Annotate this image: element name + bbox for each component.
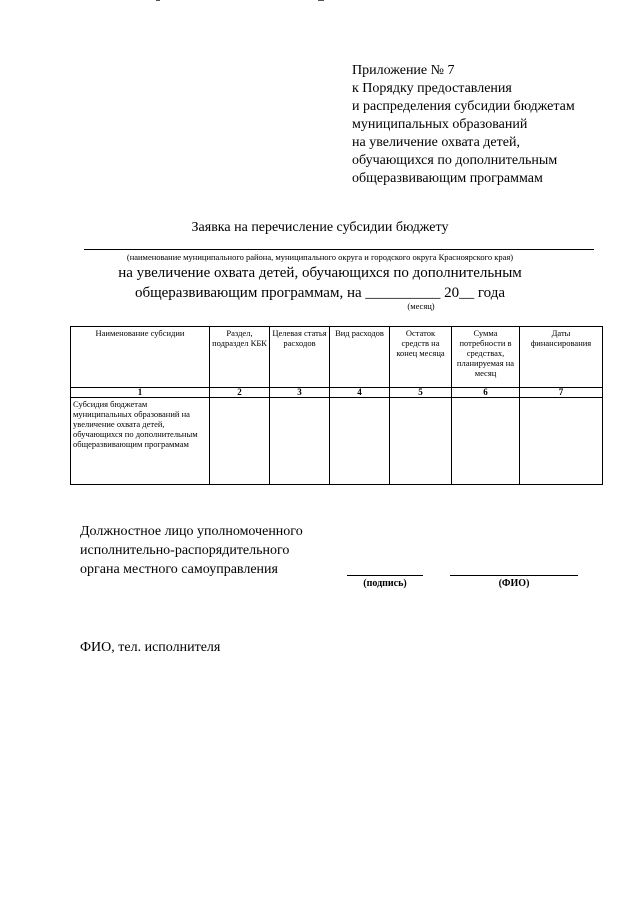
name-line bbox=[450, 575, 578, 576]
appendix-line: обучающихся по дополнительным bbox=[352, 153, 558, 168]
column-header: Сумма потребности в средствах, планируемая на месяц bbox=[452, 327, 520, 388]
appendix-line: к Порядку предоставления bbox=[352, 81, 512, 96]
column-number: 6 bbox=[452, 388, 520, 398]
official-line: исполнительно-распорядительного bbox=[80, 543, 290, 558]
signature-caption: (подпись) bbox=[363, 578, 407, 589]
appendix-line: общеразвивающим программам bbox=[352, 171, 543, 186]
table-cell bbox=[390, 398, 452, 485]
scan-mark bbox=[318, 0, 324, 3]
recipient-blank-line bbox=[84, 249, 594, 250]
executor-label: ФИО, тел. исполнителя bbox=[80, 640, 221, 655]
table-cell bbox=[452, 398, 520, 485]
column-number: 5 bbox=[390, 388, 452, 398]
appendix-line: Приложение № 7 bbox=[352, 63, 455, 78]
recipient-caption: (наименование муниципального района, муниципального округа и городского округа Красноярского края) bbox=[126, 252, 514, 262]
column-number: 7 bbox=[520, 388, 603, 398]
name-caption: (ФИО) bbox=[498, 578, 530, 589]
table-cell bbox=[520, 398, 603, 485]
column-number: 1 bbox=[71, 388, 210, 398]
table-cell bbox=[330, 398, 390, 485]
appendix-line: на увеличение охвата детей, bbox=[352, 135, 520, 150]
appendix-line: и распределения субсидии бюджетам bbox=[352, 99, 575, 114]
table-cell bbox=[270, 398, 330, 485]
official-signer bbox=[80, 522, 303, 579]
official-line: органа местного самоуправления bbox=[80, 562, 278, 577]
column-header: Целевая статья расходов bbox=[270, 327, 330, 388]
month-caption: (месяц) bbox=[407, 301, 435, 311]
column-number-row bbox=[71, 388, 603, 398]
column-header: Остаток средств на конец месяца bbox=[390, 327, 452, 388]
subsidy-name-cell: Субсидия бюджетам муниципальных образований на увеличение охвата детей, обучающихся по дополнительным общеразвивающим программам bbox=[71, 398, 210, 485]
purpose-line: на увеличение охвата детей, обучающихся по дополнительным bbox=[118, 265, 522, 281]
signature-line bbox=[347, 575, 423, 576]
appendix-heading bbox=[352, 62, 632, 188]
subsidy-table bbox=[70, 326, 603, 485]
column-header: Раздел, подраздел КБК bbox=[210, 327, 270, 388]
column-header: Даты финансирования bbox=[520, 327, 603, 388]
column-header: Вид расходов bbox=[330, 327, 390, 388]
table-header-row bbox=[71, 327, 603, 388]
table-row bbox=[71, 398, 603, 485]
request-title: Заявка на перечисление субсидии бюджету bbox=[191, 220, 449, 235]
official-line: Должностное лицо уполномоченного bbox=[80, 524, 303, 539]
column-number: 4 bbox=[330, 388, 390, 398]
appendix-line: муниципальных образований bbox=[352, 117, 528, 132]
column-number: 3 bbox=[270, 388, 330, 398]
column-header: Наименование субсидии bbox=[71, 327, 210, 388]
scan-mark bbox=[156, 0, 160, 3]
column-number: 2 bbox=[210, 388, 270, 398]
purpose-line: общеразвивающим программам, на __________ 20__ года bbox=[134, 285, 506, 301]
table-cell bbox=[210, 398, 270, 485]
